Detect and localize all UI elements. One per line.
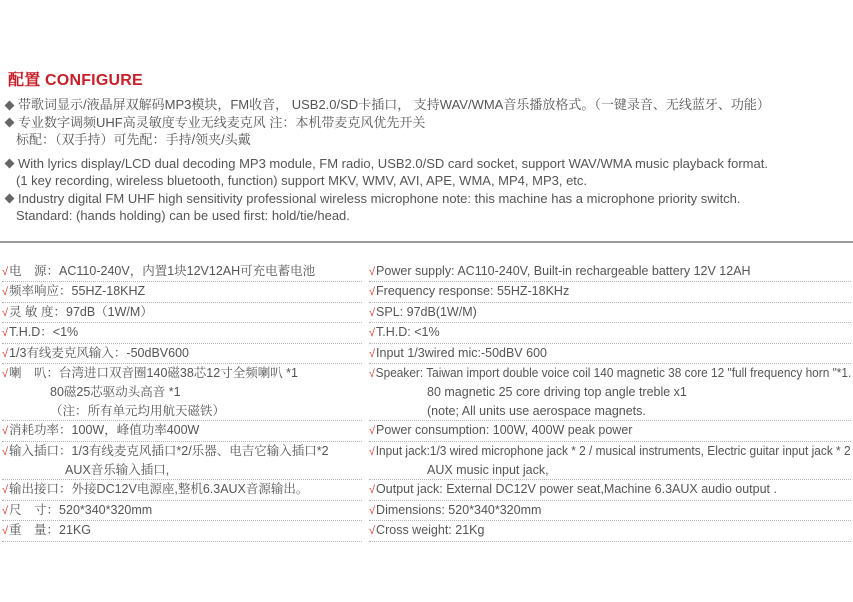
page-title: 配置 CONFIGURE [8, 72, 143, 89]
diamond-bullet-icon [5, 159, 15, 169]
spec-table-chinese [2, 262, 362, 542]
spec-row: √SPL: 97dB(1W/M) [369, 303, 851, 323]
check-icon: √ [2, 368, 9, 381]
check-icon: √ [2, 327, 9, 340]
check-icon: √ [2, 425, 9, 438]
spec-row: √1/3有线麦克风输入：-50dBV600 [2, 344, 362, 364]
feature-item: With lyrics display/LCD dual decoding MP3 module, FM radio, USB2.0/SD card socket, support WAV/WMA music playback format. [4, 155, 849, 173]
spec-row: √Speaker: Taiwan import double voice coil 140 magnetic 38 core 12 "full frequency horn "*1. [369, 366, 852, 381]
diamond-bullet-icon [5, 100, 15, 110]
spec-row: √Output jack: External DC12V power seat,Machine 6.3AUX audio output . [369, 480, 851, 500]
spec-row: √消耗功率：100W，峰值功率400W [2, 421, 362, 441]
feature-item-continued: Standard: (hands holding) can be used first: hold/tie/head. [16, 208, 350, 223]
spec-row: √输出接口：外接DC12V电源座,整机6.3AUX音源输出。 [2, 480, 362, 500]
check-icon: √ [2, 347, 9, 360]
feature-list [4, 96, 849, 225]
check-icon: √ [2, 306, 9, 319]
spec-row: √Dimensions: 520*340*320mm [369, 501, 851, 521]
check-icon: √ [369, 347, 376, 360]
spec-row-continued: AUX music input jack, [369, 461, 851, 480]
check-icon: √ [369, 368, 375, 381]
diamond-bullet-icon [5, 194, 15, 204]
spec-row: √Input 1/3wired mic:-50dBV 600 [369, 344, 851, 364]
check-icon: √ [369, 445, 375, 458]
spec-row-continued: 80磁25芯驱动头高音 *1 [50, 385, 181, 400]
feature-item: 专业数字调频UHF高灵敏度专业无线麦克风 注：本机带麦克风优先开关 [4, 114, 849, 132]
check-icon: √ [2, 266, 9, 278]
spec-row-continued: 80 magnetic 25 core driving top angle treble x1 [427, 385, 687, 400]
spec-row: √重 量：21KG [2, 521, 362, 541]
feature-item-continued: (1 key recording, wireless bluetooth, function) support MKV, WMV, AVI, APE, WMA, MP4, MP3, etc. [16, 173, 588, 188]
feature-item-continued: 标配：（双手持）可先配：手持/领夹/头戴 [16, 132, 251, 147]
spec-row: √Input jack:1/3 wired microphone jack * 2 / musical instruments, Electric guitar input jack * 2 [369, 443, 851, 458]
check-icon: √ [2, 484, 9, 497]
spec-row: √Cross weight: 21Kg [369, 521, 851, 541]
check-icon: √ [369, 504, 376, 517]
feature-item: Industry digital FM UHF high sensitivity professional wireless microphone note: this machine has a microphone priority switch. [4, 190, 849, 208]
check-icon: √ [2, 504, 9, 517]
spec-row: √尺 寸：520*340*320mm [2, 501, 362, 521]
spec-row: √T.H.D：<1% [2, 323, 362, 343]
spec-row: √Power supply: AC110-240V, Built-in rechargeable battery 12V 12AH [369, 262, 851, 282]
feature-item: 带歌词显示/液晶屏双解码MP3模块，FM收音， USB2.0/SD卡插口， 支持WAV/WMA音乐播放格式。（一键录音、无线蓝牙、功能） [4, 96, 849, 114]
check-icon: √ [369, 525, 376, 538]
check-icon: √ [369, 484, 376, 497]
check-icon: √ [2, 445, 9, 458]
spec-row: √频率响应：55HZ-18KHZ [2, 282, 362, 302]
spec-row: √Power consumption: 100W, 400W peak power [369, 421, 851, 441]
spec-row: √电 源：AC110-240V，内置1块12V12AH可充电蓄电池 [2, 262, 362, 282]
check-icon: √ [2, 286, 9, 299]
section-divider [0, 241, 853, 243]
spec-row: √T.H.D: <1% [369, 323, 851, 343]
spec-row: √输入插口：1/3有线麦克风插口*2/乐器、电吉它输入插口*2 [2, 443, 329, 458]
spec-row: √灵 敏 度：97dB（1W/M） [2, 303, 362, 323]
check-icon: √ [369, 327, 376, 340]
check-icon: √ [369, 425, 376, 438]
check-icon: √ [369, 286, 376, 299]
spec-row: √喇 叭：台湾进口双音圈140磁38芯12寸全频喇叭 *1 [2, 366, 299, 381]
spec-table-english [369, 262, 851, 542]
spec-row: √Frequency response: 55HZ-18KHz [369, 282, 851, 302]
check-icon: √ [369, 266, 376, 278]
spec-row-continued: （注：所有单元均用航天磁铁） [2, 402, 362, 421]
check-icon: √ [2, 525, 9, 538]
spec-row-continued: AUX音乐输入插口, [2, 461, 362, 480]
check-icon: √ [369, 306, 376, 319]
spec-row-continued: (note; All units use aerospace magnets. [369, 402, 851, 421]
diamond-bullet-icon [5, 118, 15, 128]
